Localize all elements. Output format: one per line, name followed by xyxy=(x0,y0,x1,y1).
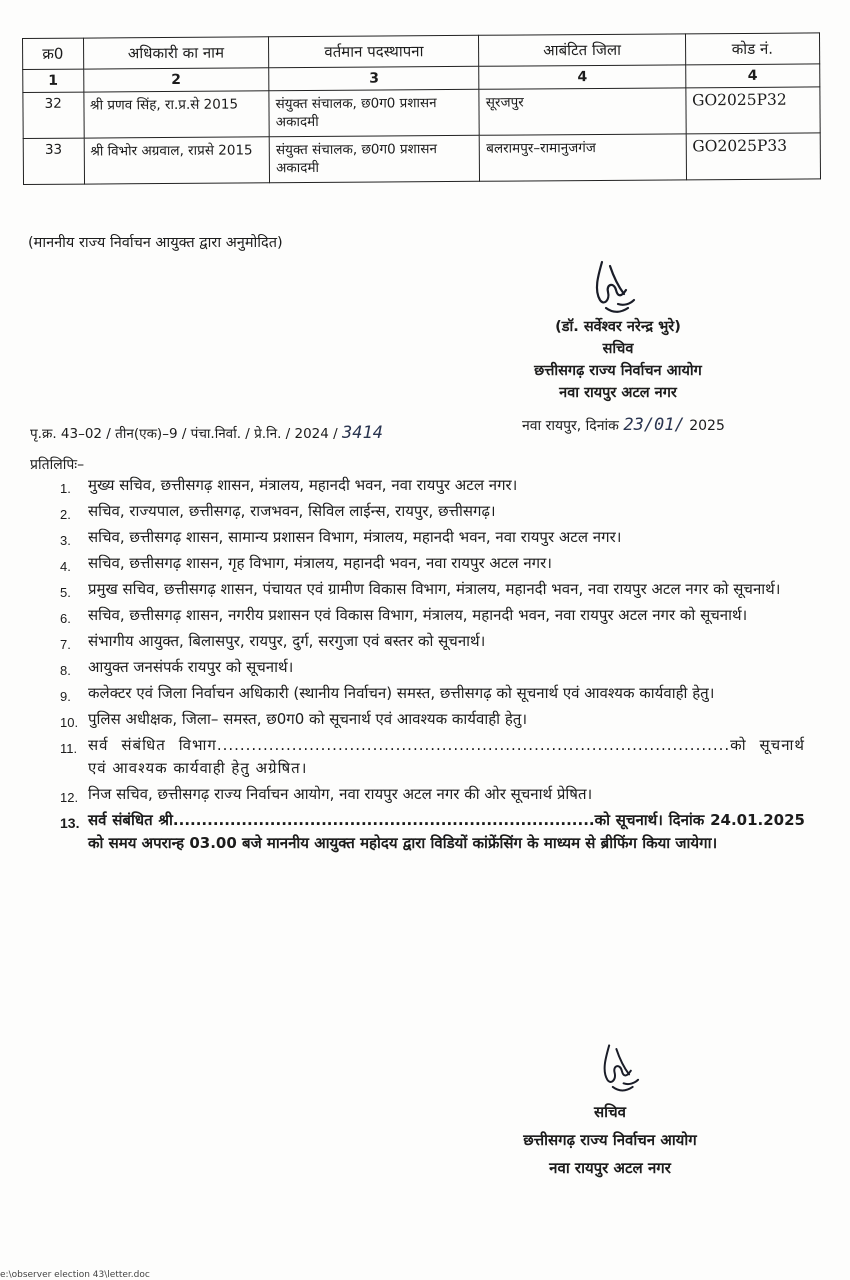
list-item: 11. सर्व संबंधित विभाग.........................................................................................को सूचनार्थ एवं आवश्यक कार्यवाही हेतु अग्रेषित। xyxy=(60,736,805,777)
cell-code: GO2025P33 xyxy=(686,133,821,180)
list-item: 2. सचिव, राज्यपाल, छत्तीसगढ़, राजभवन, सिविल लाईन्स, रायपुर, छत्तीसगढ़। xyxy=(60,502,496,522)
list-item: 1. मुख्य सचिव, छत्तीसगढ़ शासन, मंत्रालय, महानदी भवन, नवा रायपुर अटल नगर। xyxy=(60,476,518,496)
col-number: 3 xyxy=(269,66,479,90)
cell-officer-name: श्री प्रणव सिंह, रा.प्र.से 2015 xyxy=(83,91,269,138)
cell-sn: 33 xyxy=(23,138,84,184)
list-item: 6. सचिव, छत्तीसगढ़ शासन, नगरीय प्रशासन एवं विकास विभाग, मंत्रालय, महानदी भवन, नवा रायपुर अटल नगर को सूचनार्थ। xyxy=(60,606,748,626)
reference-number xyxy=(30,423,383,443)
date-handwritten: 23/01/ xyxy=(623,415,685,435)
list-item: 5. प्रमुख सचिव, छत्तीसगढ़ शासन, पंचायत एवं ग्रामीण विकास विभाग, मंत्रालय, महानदी भवन, नवा रायपुर अटल नगर को सूचनार्थ। xyxy=(60,580,781,600)
table-row xyxy=(23,87,820,139)
signatory-designation: सचिव xyxy=(602,341,634,357)
col-header-sn: क्र0 xyxy=(23,38,84,69)
list-item: 8. आयुक्त जनसंपर्क रायपुर को सूचनार्थ। xyxy=(60,658,294,678)
approval-note: (माननीय राज्य निर्वाचन आयुक्त द्वारा अनुमोदित) xyxy=(28,235,283,251)
date-year: 2025 xyxy=(689,418,725,434)
col-header-name: अधिकारी का नाम xyxy=(83,37,269,69)
cell-sn: 32 xyxy=(23,92,84,138)
list-item: 3. सचिव, छत्तीसगढ़ शासन, सामान्य प्रशासन विभाग, मंत्रालय, महानदी भवन, नवा रायपुर अटल नगर। xyxy=(60,528,622,548)
signatory-block xyxy=(478,316,758,404)
copy-list xyxy=(60,474,805,858)
cell-code: GO2025P32 xyxy=(685,87,820,134)
signatory-city: नवा रायपुर अटल नगर xyxy=(559,385,677,401)
list-item: 10. पुलिस अधीक्षक, जिला– समस्त, छ0ग0 को सूचनार्थ एवं आवश्यक कार्यवाही हेतु। xyxy=(60,710,528,730)
footer-office: छत्तीसगढ़ राज्य निर्वाचन आयोग xyxy=(523,1131,697,1149)
signature-icon xyxy=(588,256,640,318)
signature-icon xyxy=(596,1040,644,1096)
signatory-name: (डॉ. सर्वेश्वर नरेन्द्र भुरे) xyxy=(555,319,681,335)
list-item: 13. सर्व संबंधित श्री..........................................................................को सूचनार्थ। दिनांक 24.01.2025 को समय अपरान्ह 03.00 बजे माननीय आयुक्त महोदय द्वारा विडियों कांफ्रेंसिंग के माध्यम से ब्रीफिंग किया जायेगा। xyxy=(60,811,805,852)
footer-city: नवा रायपुर अटल नगर xyxy=(549,1159,671,1177)
col-number: 4 xyxy=(685,64,820,88)
footer-designation: सचिव xyxy=(594,1103,626,1121)
col-number: 2 xyxy=(83,68,269,92)
list-item: 4. सचिव, छत्तीसगढ़ शासन, गृह विभाग, मंत्रालय, महानदी भवन, नवा रायपुर अटल नगर। xyxy=(60,554,552,574)
col-header-district: आबंटित जिला xyxy=(479,34,685,66)
copy-to-label: प्रतिलिपिः– xyxy=(30,457,85,473)
signatory-office: छत्तीसगढ़ राज्य निर्वाचन आयोग xyxy=(534,363,702,379)
cell-allotted-district: सूरजपुर xyxy=(479,88,685,135)
officer-posting-table xyxy=(22,32,821,185)
list-item: 12. निज सचिव, छत्तीसगढ़ राज्य निर्वाचन आयोग, नवा रायपुर अटल नगर की ओर सूचनार्थ प्रेषित। xyxy=(60,785,593,805)
col-header-code: कोड नं. xyxy=(685,33,820,65)
file-path: e:\observer election 43\letter.doc xyxy=(0,1270,150,1280)
reference-prefix: पृ.क्र. 43–02 / तीन(एक)–9 / पंचा.निर्वा. / प्रे.नि. / 2024 / xyxy=(30,426,338,442)
col-number: 4 xyxy=(479,65,685,89)
col-header-posting: वर्तमान पदस्थापना xyxy=(269,35,479,67)
cell-officer-name: श्री विभोर अग्रवाल, राप्रसे 2015 xyxy=(84,137,270,184)
table-row xyxy=(23,133,820,185)
cell-allotted-district: बलरामपुर–रामानुजगंज xyxy=(480,134,686,181)
col-number: 1 xyxy=(23,69,84,92)
cell-current-posting: संयुक्त संचालक, छ0ग0 प्रशासन अकादमी xyxy=(269,89,480,136)
list-item: 9. कलेक्टर एवं जिला निर्वाचन अधिकारी (स्थानीय निर्वाचन) समस्त, छत्तीसगढ़ को सूचनार्थ एवं आवश्यक कार्यवाही हेतु। xyxy=(60,684,715,704)
list-item: 7. संभागीय आयुक्त, बिलासपुर, रायपुर, दुर्ग, सरगुजा एवं बस्तर को सूचनार्थ। xyxy=(60,632,486,652)
cell-current-posting: संयुक्त संचालक, छ0ग0 प्रशासन अकादमी xyxy=(269,135,480,182)
date-prefix: नवा रायपुर, दिनांक xyxy=(522,418,619,434)
reference-handwritten-number: 3414 xyxy=(342,423,383,443)
footer-signatory-block xyxy=(460,1098,760,1182)
reference-date xyxy=(522,415,725,435)
